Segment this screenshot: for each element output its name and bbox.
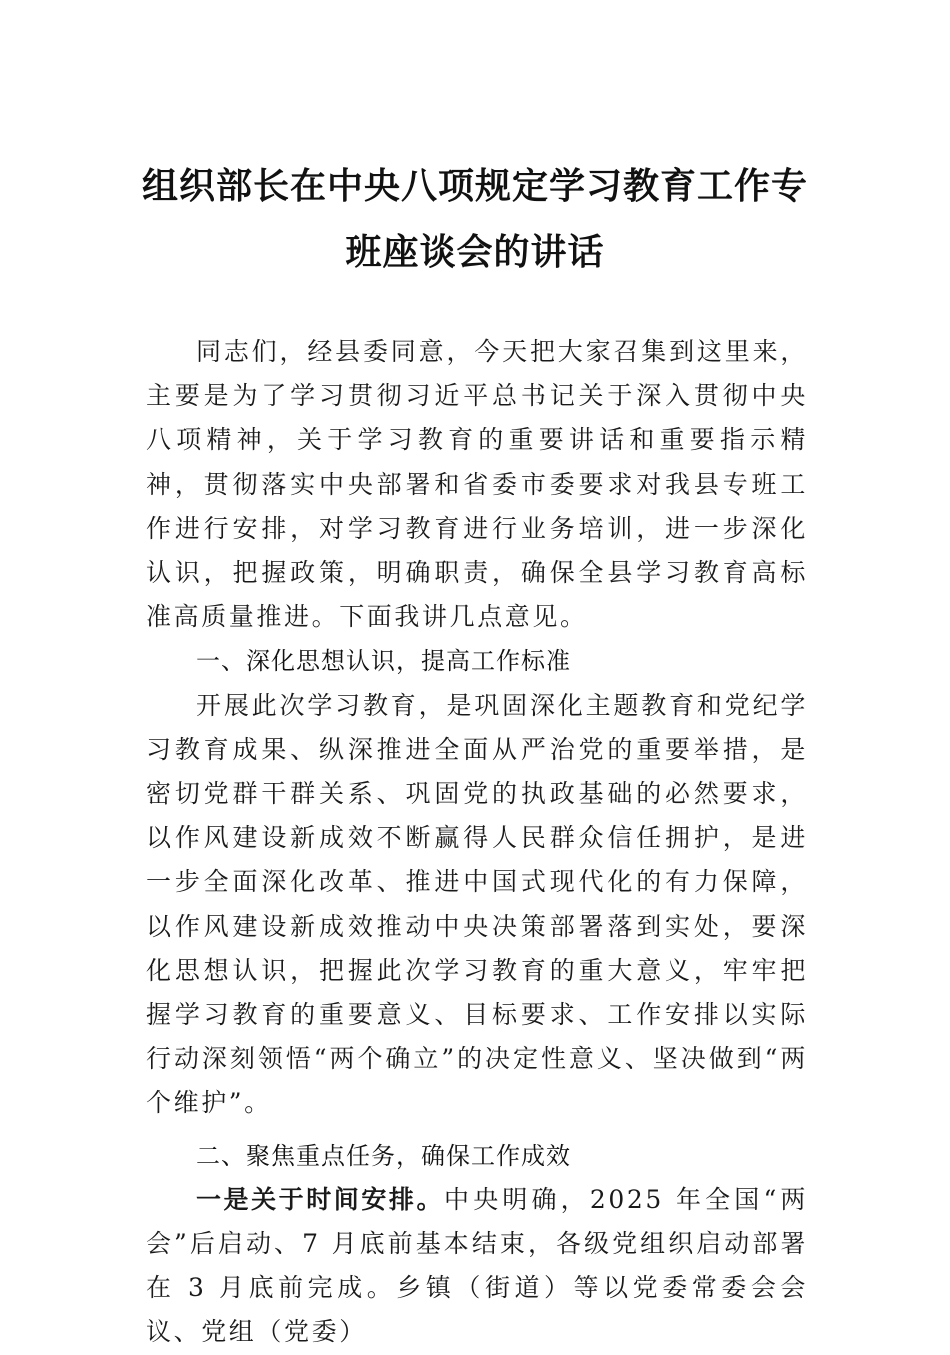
intro-paragraph: 同志们，经县委同意，今天把大家召集到这里来，主要是为了学习贯彻习近平总书记关于深入贯彻中央八项精神，关于学习教育的重要讲话和重要指示精神，贯彻落实中央部署和省委市委要求对我县专班工作进行安排，对学习教育进行业务培训，进一步深化认识，把握政策，明确职责，确保全县学习教育高标准高质量推进。下面我讲几点意见。 [146,337,808,632]
section-2-heading: 二、聚焦重点任务，确保工作成效 [196,1141,571,1170]
section-1-paragraph: 开展此次学习教育，是巩固深化主题教育和党纪学习教育成果、纵深推进全面从严治党的重要举措，是密切党群干群关系、巩固党的执政基础的必然要求，以作风建设新成效不断赢得人民群众信任拥护，是进一步全面深化改革、推进中国式现代化的有力保障，以作风建设新成效推动中央决策部署落到实处，要深化思想认识，把握此次学习教育的重大意义，牢牢把握学习教育的重要意义、目标要求、工作安排以实际行动深刻领悟“两个确立”的决定性意义、坚决做到“两个维护”。 [146,690,808,1118]
section-2-lead: 一是关于时间安排。 [196,1184,445,1214]
section-2-paragraph [146,1178,808,1355]
section-1-heading: 一、深化思想认识，提高工作标准 [196,647,571,676]
document-body [146,330,808,1355]
document-title-line-2: 班座谈会的讲话 [345,231,605,273]
document-title-line-1: 组织部长在中央八项规定学习教育工作专 [141,165,808,207]
section-2-text: 中央明确，2025 年全国“两会”后启动、7 月底前基本结束，各级党组织启动部署在 3 月底前完成。乡镇（街道）等以党委常委会会议、党组（党委） [146,1184,808,1347]
